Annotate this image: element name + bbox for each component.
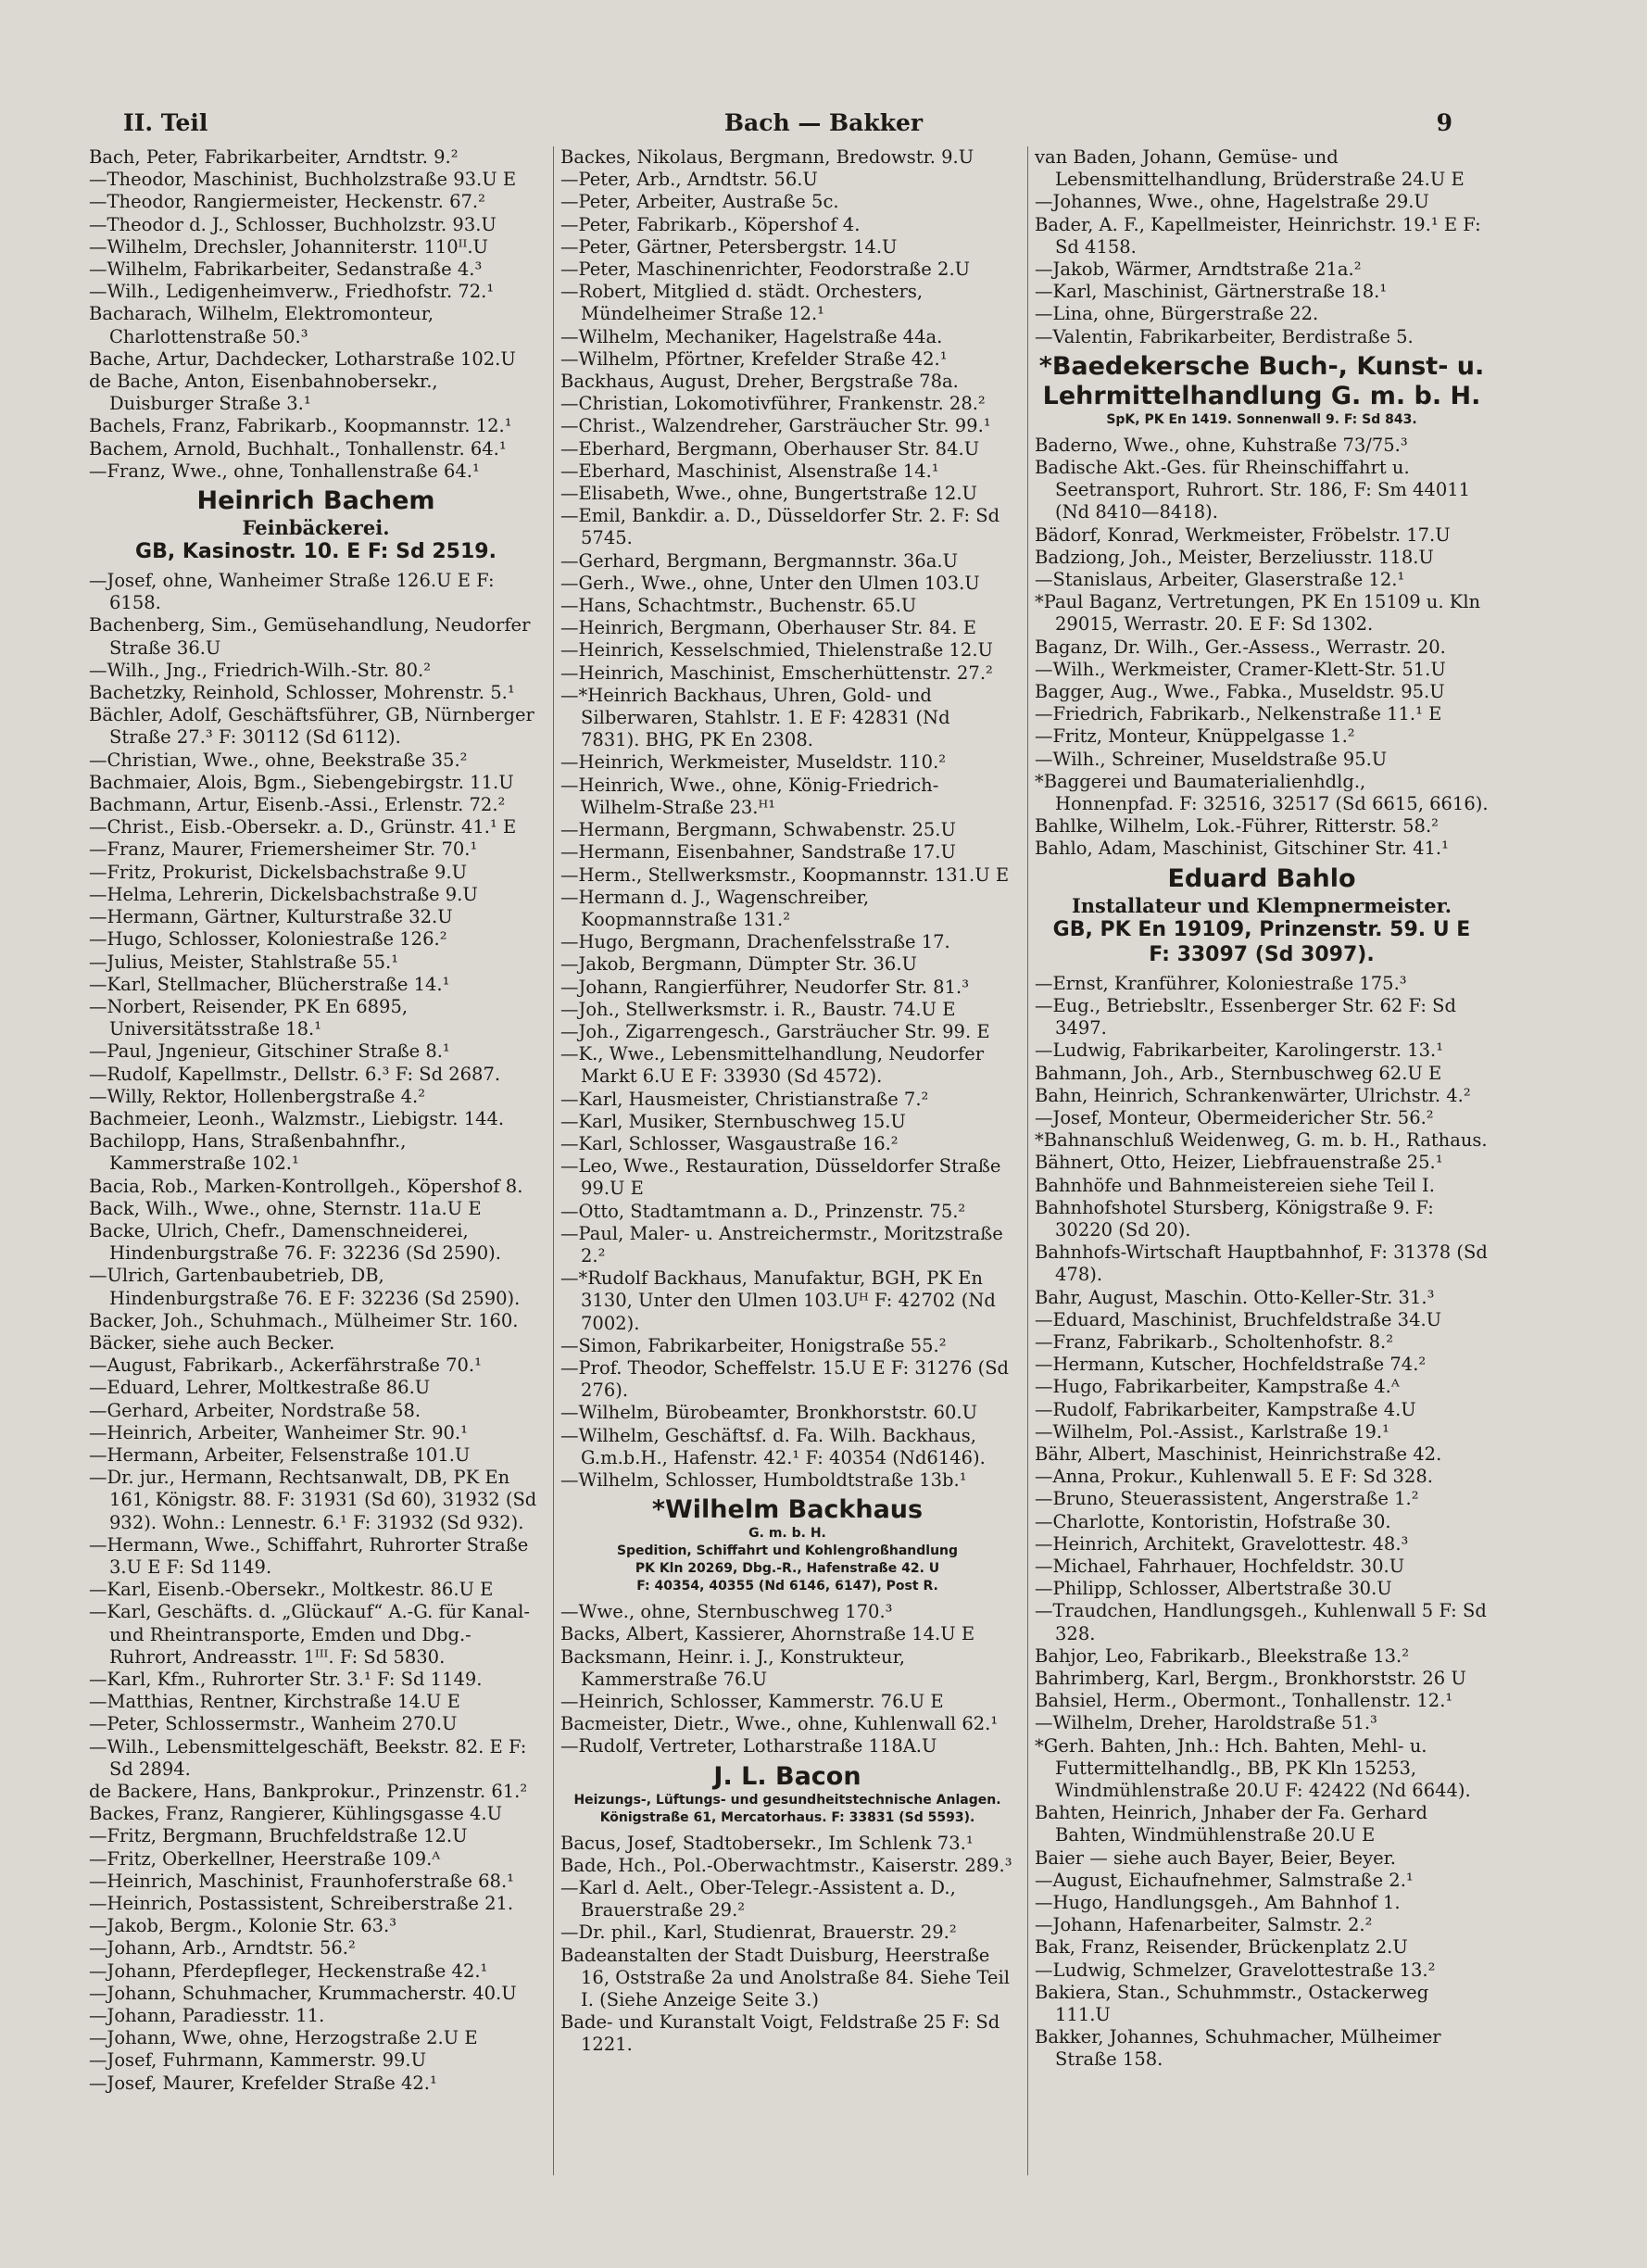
directory-entry: —Heinrich, Werkmeister, Museldstr. 110.² (560, 751, 947, 774)
directory-entry: —Rudolf, Fabrikarbeiter, Kampstraße 4.U (1035, 1398, 1416, 1420)
directory-entry: —Karl, Stellmacher, Blücherstraße 14.¹ (89, 973, 450, 995)
column-rule (553, 146, 554, 2175)
directory-entry: —Eduard, Maschinist, Bruchfeldstraße 34.U (1035, 1308, 1442, 1330)
directory-entry: —Gerh., Wwe., ohne, Unter den Ulmen 103.U (560, 572, 980, 594)
directory-entry: —Christ., Walzendreher, Garsträucher Str. 99.¹ (560, 415, 991, 437)
directory-entry: —Hermann, Eisenbahner, Sandstraße 17.U (560, 841, 956, 863)
directory-entry: —Hugo, Handlungsgeh., Am Bahnhof 1. (1035, 1892, 1401, 1914)
directory-entry: de Backere, Hans, Bankprokur., Prinzenstr. 61.² (89, 1781, 528, 1803)
directory-entry: —Josef, Monteur, Obermeidericher Str. 56.² (1035, 1106, 1434, 1128)
directory-entry: Backes, Franz, Rangierer, Kühlingsgasse 4.U (89, 1803, 503, 1825)
directory-entry: —Wilh., Lebensmittelgeschäft, Beekstr. 82. E F: Sd 2894. (89, 1735, 527, 1780)
directory-entry: —Wilh., Jng., Friedrich-Wilh.-Str. 80.² (89, 659, 432, 681)
advert-line: *Wilhelm Backhaus (651, 1495, 924, 1525)
directory-entry: Bahnhöfe und Bahnmeistereien siehe Teil I. (1035, 1174, 1435, 1196)
directory-entry: —Paul, Jngenieur, Gitschiner Straße 8.¹ (89, 1040, 450, 1063)
directory-entry: —Franz, Wwe., ohne, Tonhallenstraße 64.¹ (89, 460, 480, 482)
directory-entry: —Karl, Maschinist, Gärtnerstraße 18.¹ (1035, 281, 1388, 303)
directory-entry: —Wilhelm, Drechsler, Johanniterstr. 110ᴵᴵ.U (89, 235, 488, 258)
directory-entry: —Johann, Hafenarbeiter, Salmstr. 2.² (1035, 1914, 1373, 1936)
directory-entry: —Wilhelm, Schlosser, Humboldtstraße 13b.¹ (560, 1468, 967, 1491)
directory-entry: Bache, Artur, Dachdecker, Lotharstraße 102.U (89, 347, 516, 370)
directory-entry: —Joh., Zigarrengesch., Garsträucher Str. 99. E (560, 1020, 990, 1042)
advert-bachem (89, 486, 543, 564)
directory-entry: —Jakob, Wärmer, Arndtstraße 21a.² (1035, 258, 1362, 281)
directory-entry: —Emil, Bankdir. a. D., Düsseldorfer Str. 2. F: Sd 5745. (560, 505, 1000, 549)
advert-line: GB, Kasinostr. 10. E F: Sd 2519. (135, 540, 497, 564)
directory-entry: —Hugo, Bergmann, Drachenfelsstraße 17. (560, 931, 950, 953)
directory-entry: —Johann, Wwe, ohne, Herzogstraße 2.U E (89, 2027, 478, 2049)
directory-entry: —Rudolf, Kapellmstr., Dellstr. 6.³ F: Sd 2687. (89, 1063, 501, 1085)
directory-entry: —Christ., Eisb.-Obersekr. a. D., Grünstr. 41.¹ E (89, 816, 517, 838)
directory-entry: Bade, Hch., Pol.-Oberwachtmstr., Kaiserstr. 289.³ (560, 1854, 1012, 1876)
directory-entry: —Willy, Rektor, Hollenbergstraße 4.² (89, 1085, 426, 1107)
directory-entry: Backes, Nikolaus, Bergmann, Bredowstr. 9.U (560, 146, 974, 168)
advert-line: PK Kln 20269, Dbg.-R., Hafenstraße 42. U (635, 1561, 940, 1577)
directory-entry: Bade- und Kuranstalt Voigt, Feldstraße 25 F: Sd 1221. (560, 2011, 1000, 2056)
directory-entry: *Baggerei und Baumaterialienhdlg., Honnenpfad. F: 32516, 32517 (Sd 6615, 6616). (1035, 770, 1489, 815)
directory-entry: Bagger, Aug., Wwe., Fabka., Museldstr. 95.U (1035, 681, 1445, 703)
directory-entry: Bachmann, Artur, Eisenb.-Assi., Erlenstr. 72.² (89, 794, 506, 816)
directory-entry: —Theodor d. J., Schlosser, Buchholzstr. 93.U (89, 213, 497, 235)
column-1 (89, 146, 543, 2095)
directory-entry: —Franz, Maurer, Friemersheimer Str. 70.¹ (89, 838, 478, 861)
directory-entry: —Wilh., Schreiner, Museldstraße 95.U (1035, 748, 1388, 770)
directory-entry: Bahr, August, Maschin. Otto-Keller-Str. 31.³ (1035, 1286, 1435, 1308)
directory-entry: Bahnhofshotel Stursberg, Königstraße 9. F: 30220 (Sd 20). (1035, 1196, 1434, 1241)
directory-entry: —Peter, Gärtner, Petersbergstr. 14.U (560, 235, 898, 258)
advert-line: Lehrmittelhandlung G. m. b. H. (1042, 381, 1481, 410)
directory-entry: —Bruno, Steuerassistent, Angerstraße 1.² (1035, 1488, 1419, 1510)
advert-line: Eduard Bahlo (1167, 863, 1356, 893)
directory-entry: —Hermann, Gärtner, Kulturstraße 32.U (89, 906, 453, 928)
directory-entry: —*Rudolf Backhaus, Manufaktur, BGH, PK En 3130, Unter den Ulmen 103.Uᴴ F: 42702 (Nd 7002). (560, 1267, 996, 1334)
directory-entry: —Peter, Maschinenrichter, Feodorstraße 2.U (560, 258, 971, 281)
directory-entry: —Christian, Lokomotivführer, Frankenstr. 28.² (560, 393, 986, 415)
advert-line: Heinrich Bachem (196, 486, 435, 516)
directory-entry: —Heinrich, Architekt, Gravelottestr. 48.³ (1035, 1532, 1409, 1555)
directory-entry: —Dr. jur., Hermann, Rechtsanwalt, DB, PK En 161, Königstr. 88. F: 31931 (Sd 60), 31932 (Sd 932). Wohn.: Lennestr. 6.¹ F: 31932 (Sd 932). (89, 1467, 537, 1533)
directory-entry: —Heinrich, Kesselschmied, Thielenstraße 12.U (560, 639, 993, 662)
directory-entry: —Ludwig, Schmelzer, Gravelottestraße 13.² (1035, 1959, 1436, 1981)
directory-entry: Backhaus, August, Dreher, Bergstraße 78a. (560, 371, 959, 393)
directory-entry: —Josef, ohne, Wanheimer Straße 126.U E F: 6158. (89, 570, 495, 614)
directory-entry: —Julius, Meister, Stahlstraße 55.¹ (89, 951, 399, 973)
directory-entry: —Jakob, Bergmann, Dümpter Str. 36.U (560, 953, 917, 976)
directory-entry: —Valentin, Fabrikarbeiter, Berdistraße 5. (1035, 325, 1414, 347)
directory-entry: —Johann, Schuhmacher, Krummacherstr. 40.U (89, 1982, 517, 2004)
directory-entry: —Heinrich, Arbeiter, Wanheimer Str. 90.¹ (89, 1421, 468, 1443)
directory-entry: —Wilhelm, Bürobeamter, Bronkhorststr. 60.U (560, 1402, 978, 1424)
advert-line: Spedition, Schiffahrt und Kohlengroßhandlung (616, 1544, 959, 1559)
advert-bahlo (1035, 864, 1489, 967)
directory-entry: —Elisabeth, Wwe., ohne, Bungertstraße 12.U (560, 483, 977, 505)
directory-entry: Bader, A. F., Kapellmeister, Heinrichstr. 19.¹ E F: Sd 4158. (1035, 213, 1481, 258)
directory-entry: Bahsiel, Herm., Obermont., Tonhallenstr. 12.¹ (1035, 1690, 1453, 1712)
directory-entry: Baganz, Dr. Wilh., Ger.-Assess., Werrastr. 20. (1035, 636, 1446, 658)
directory-entry: —Joh., Stellwerksmstr. i. R., Baustr. 74.U E (560, 998, 956, 1020)
directory-entry: —Hugo, Schlosser, Koloniestraße 126.² (89, 928, 447, 951)
directory-entry: Bahrimberg, Karl, Bergm., Bronkhorststr. 26 U (1035, 1667, 1466, 1689)
directory-entry: Bäcker, siehe auch Becker. (89, 1331, 335, 1354)
directory-entry: Bähnert, Otto, Heizer, Liebfrauenstraße 25.¹ (1035, 1152, 1443, 1174)
directory-entry: *Paul Baganz, Vertretungen, PK En 15109 u. Kln 29015, Werrastr. 20. E F: Sd 1302. (1035, 591, 1481, 636)
directory-entry: —Wilhelm, Geschäftsf. d. Fa. Wilh. Backhaus, G.m.b.H., Hafenstr. 42.¹ F: 40354 (Nd6146). (560, 1424, 986, 1468)
directory-entry: Bach, Peter, Fabrikarbeiter, Arndtstr. 9.² (89, 146, 459, 168)
directory-entry: —Herm., Stellwerksmstr., Koopmannstr. 131.U E (560, 863, 1010, 886)
directory-entry: —Prof. Theodor, Scheffelstr. 15.U E F: 31276 (Sd 276). (560, 1356, 1010, 1402)
header-range: Bach — Bakker (723, 109, 924, 136)
directory-entry: —Fritz, Oberkellner, Heerstraße 109.ᴬ (89, 1847, 441, 1870)
directory-entry: —Friedrich, Fabrikarb., Nelkenstraße 11.¹ E (1035, 703, 1442, 725)
directory-entry: —Fritz, Prokurist, Dickelsbachstraße 9.U (89, 861, 468, 883)
advert-line: SpK, PK En 1419. Sonnenwall 9. F: Sd 843. (1106, 411, 1417, 427)
advert-line: Königstraße 61, Mercatorhaus. F: 33831 (Sd 5593). (599, 1809, 975, 1825)
directory-entry: —Karl, Kfm., Ruhrorter Str. 3.¹ F: Sd 1149. (89, 1669, 483, 1690)
directory-entry: Bak, Franz, Reisender, Brückenplatz 2.U (1035, 1936, 1408, 1959)
directory-entry: —Hermann, Wwe., Schiffahrt, Ruhrorter Straße 3.U E F: Sd 1149. (89, 1533, 529, 1578)
directory-entry: —Johannes, Wwe., ohne, Hagelstraße 29.U (1035, 191, 1429, 213)
directory-entry: —Wilhelm, Fabrikarbeiter, Sedanstraße 4.³ (89, 258, 483, 281)
directory-entry: —Eberhard, Bergmann, Oberhauser Str. 84.U (560, 437, 980, 460)
directory-entry: —Charlotte, Kontoristin, Hofstraße 30. (1035, 1510, 1391, 1532)
directory-entry: —K., Wwe., Lebensmittelhandlung, Neudorfer Markt 6.U E F: 33930 (Sd 4572). (560, 1043, 985, 1088)
directory-entry: —Heinrich, Bergmann, Oberhauser Str. 84. E (560, 617, 976, 639)
directory-entry: —Stanislaus, Arbeiter, Glaserstraße 12.¹ (1035, 569, 1405, 591)
directory-entry: —Gerhard, Bergmann, Bergmannstr. 36a.U (560, 549, 959, 572)
directory-entry: Bachem, Arnold, Buchhalt., Tonhallenstr. 64.¹ (89, 437, 507, 460)
directory-entry: —Heinrich, Maschinist, Fraunhoferstraße 68.¹ (89, 1870, 514, 1892)
directory-entry: Bakker, Johannes, Schuhmacher, Mülheimer Straße 158. (1035, 2026, 1441, 2071)
directory-entry: —Fritz, Monteur, Knüppelgasse 1.² (1035, 725, 1355, 748)
directory-entry: —Otto, Stadtamtmann a. D., Prinzenstr. 75.² (560, 1200, 966, 1222)
directory-entry: —Gerhard, Arbeiter, Nordstraße 58. (89, 1399, 421, 1421)
directory-entry: Backs, Albert, Kassierer, Ahornstraße 14.U E (560, 1623, 975, 1645)
directory-entry: —Philipp, Schlosser, Albertstraße 30.U (1035, 1578, 1392, 1600)
advert-line: G. m. b. H. (748, 1526, 826, 1542)
directory-entry: —Johann, Paradiesstr. 11. (89, 2005, 325, 2027)
directory-entry: Bacia, Rob., Marken-Kontrollgeh., Köpershof 8. (89, 1175, 523, 1197)
directory-entry: —Wilh., Ledigenheimverw., Friedhofstr. 72.¹ (89, 281, 495, 303)
directory-entry: —Johann, Arb., Arndtstr. 56.² (89, 1937, 356, 1959)
directory-entry: Bahten, Heinrich, Jnhaber der Fa. Gerhard Bahten, Windmühlenstraße 20.U E (1035, 1802, 1427, 1846)
directory-entry: —Karl, Schlosser, Wasgaustraße 16.² (560, 1132, 899, 1154)
directory-entry: —Franz, Fabrikarb., Scholtenhofstr. 8.² (1035, 1330, 1394, 1353)
directory-entry: —Eberhard, Maschinist, Alsenstraße 14.¹ (560, 460, 939, 482)
directory-entry: —Rudolf, Vertreter, Lotharstraße 118A.U (560, 1735, 937, 1758)
directory-entry: —Karl, Hausmeister, Christianstraße 7.² (560, 1088, 929, 1110)
directory-entry: de Bache, Anton, Eisenbahnobersekr., Duisburger Straße 3.¹ (89, 371, 438, 415)
directory-entry: —Leo, Wwe., Restauration, Düsseldorfer Straße 99.U E (560, 1155, 1001, 1200)
directory-entry: Bacus, Josef, Stadtobersekr., Im Schlenk 73.¹ (560, 1832, 974, 1854)
directory-entry: Bahjor, Leo, Fabrikarb., Bleekstraße 13.² (1035, 1644, 1410, 1667)
advert-line: Heizungs-, Lüftungs- und gesundheitstechnische Anlagen. (573, 1792, 1001, 1808)
directory-entry: —Wilhelm, Dreher, Haroldstraße 51.³ (1035, 1712, 1377, 1734)
directory-entry: Back, Wilh., Wwe., ohne, Sternstr. 11a.U E (89, 1197, 482, 1219)
directory-entry: Bacmeister, Dietr., Wwe., ohne, Kuhlenwall 62.¹ (560, 1713, 999, 1735)
directory-entry: —Theodor, Rangiermeister, Heckenstr. 67.² (89, 191, 485, 213)
directory-entry: —Karl, Geschäfts. d. „Glückauf“ A.-G. für Kanal- und Rheintransporte, Emden und Dbg.-Ruhrort, Andreasstr. 1ᴵᴵᴵ. F: Sd 5830. (89, 1601, 531, 1668)
directory-entry: —Michael, Fahrhauer, Hochfeldstr. 30.U (1035, 1555, 1405, 1577)
directory-entry: —Paul, Maler- u. Anstreichermstr., Moritzstraße 2.² (560, 1222, 1003, 1266)
directory-entry: —Simon, Fabrikarbeiter, Honigstraße 55.² (560, 1334, 947, 1356)
directory-entry: —Heinrich, Wwe., ohne, König-Friedrich-Wilhelm-Straße 23.ᴴ¹ (560, 774, 939, 818)
directory-entry: —Ulrich, Gartenbaubetrieb, DB, Hindenburgstraße 76. E F: 32236 (Sd 2590). (89, 1265, 521, 1309)
directory-entry: Bahlke, Wilhelm, Lok.-Führer, Ritterstr. 58.² (1035, 815, 1439, 838)
directory-entry: —Josef, Maurer, Krefelder Straße 42.¹ (89, 2072, 437, 2094)
directory-entry: Bahn, Heinrich, Schrankenwärter, Ulrichstr. 4.² (1035, 1084, 1471, 1106)
directory-entry: Baier — siehe auch Bayer, Beier, Beyer. (1035, 1846, 1397, 1869)
directory-entry: —Heinrich, Maschinist, Emscherhüttenstr. 27.² (560, 662, 993, 684)
page-number: 9 (1436, 109, 1452, 136)
advert-line: J. L. Bacon (713, 1761, 861, 1791)
directory-entry: —*Heinrich Backhaus, Uhren, Gold- und Silberwaren, Stahlstr. 1. E F: 42831 (Nd 7831). BHG, PK En 2308. (560, 684, 950, 751)
directory-entry: —Karl, Musiker, Sternbuschweg 15.U (560, 1110, 906, 1132)
column-rule (1027, 146, 1028, 2175)
header-part: II. Teil (123, 109, 208, 136)
directory-entry: —Anna, Prokur., Kuhlenwall 5. E F: Sd 328. (1035, 1466, 1433, 1488)
directory-entry: Backsmann, Heinr. i. J., Konstrukteur, Kammerstraße 76.U (560, 1645, 905, 1690)
directory-entry: —Ernst, Kranführer, Koloniestraße 175.³ (1035, 972, 1407, 994)
directory-entry: —Eug., Betriebsltr., Essenberger Str. 62 F: Sd 3497. (1035, 994, 1456, 1040)
directory-entry: Bacharach, Wilhelm, Elektromonteur, Charlottenstraße 50.³ (89, 303, 434, 347)
directory-entry: —Traudchen, Handlungsgeh., Kuhlenwall 5 F: Sd 328. (1035, 1600, 1487, 1644)
directory-entry: —Hans, Schachtmstr., Buchenstr. 65.U (560, 595, 917, 617)
directory-entry: —Hugo, Fabrikarbeiter, Kampstraße 4.ᴬ (1035, 1376, 1400, 1398)
page-header (0, 109, 1647, 150)
advert-bacon (560, 1762, 1014, 1827)
directory-entry: Bähr, Albert, Maschinist, Heinrichstraße 42. (1035, 1443, 1442, 1465)
directory-entry: Baderno, Wwe., ohne, Kuhstraße 73/75.³ (1035, 434, 1408, 456)
directory-entry: —Karl d. Aelt., Ober-Telegr.-Assistent a. D., Brauerstraße 29.² (560, 1877, 956, 1922)
directory-entry: Bachmeier, Leonh., Walzmstr., Liebigstr. 144. (89, 1107, 505, 1129)
directory-entry: Bahlo, Adam, Maschinist, Gitschiner Str. 41.¹ (1035, 838, 1449, 860)
directory-entry: —Josef, Fuhrmann, Kammerstr. 99.U (89, 2049, 427, 2072)
directory-entry: Bachenberg, Sim., Gemüsehandlung, Neudorfer Straße 36.U (89, 614, 531, 659)
directory-entry: —Wilhelm, Mechaniker, Hagelstraße 44a. (560, 325, 943, 347)
directory-entry: —Dr. phil., Karl, Studienrat, Brauerstr. 29.² (560, 1922, 957, 1944)
directory-entry: —Norbert, Reisender, PK En 6895, Universitätsstraße 18.¹ (89, 995, 409, 1040)
directory-entry: Bahnhofs-Wirtschaft Hauptbahnhof, F: 31378 (Sd 478). (1035, 1241, 1488, 1286)
directory-entry: —Hermann, Kutscher, Hochfeldstraße 74.² (1035, 1354, 1427, 1376)
directory-entry: Bachels, Franz, Fabrikarb., Koopmannstr. 12.¹ (89, 415, 512, 437)
directory-entry: —Ludwig, Fabrikarbeiter, Karolingerstr. 13.¹ (1035, 1040, 1444, 1062)
directory-entry: —Lina, ohne, Bürgerstraße 22. (1035, 303, 1319, 325)
directory-entry: van Baden, Johann, Gemüse- und Lebensmittelhandlung, Brüderstraße 24.U E (1035, 146, 1465, 191)
advert-line: Installateur und Klempnermeister. (1071, 893, 1452, 917)
advert-line: Feinbäckerei. (242, 516, 390, 540)
column-3 (1035, 146, 1489, 2072)
directory-entry: —Matthias, Rentner, Kirchstraße 14.U E (89, 1691, 460, 1713)
directory-entry: —Johann, Pferdepfleger, Heckenstraße 42.¹ (89, 1959, 488, 1982)
directory-entry: —Peter, Schlossermstr., Wanheim 270.U (89, 1713, 458, 1735)
directory-entry: *Gerh. Bahten, Jnh.: Hch. Bahten, Mehl- u. Futtermittelhandlg., BB, PK Kln 15253, Windmühlenstraße 20.U F: 42422 (Nd 6644). (1035, 1734, 1471, 1801)
directory-entry: —Peter, Arbeiter, Austraße 5c. (560, 191, 839, 213)
directory-entry: —Peter, Arb., Arndtstr. 56.U (560, 169, 818, 191)
directory-entry: *Bahnanschluß Weidenweg, G. m. b. H., Rathaus. (1035, 1129, 1488, 1152)
directory-entry: —Wwe., ohne, Sternbuschweg 170.³ (560, 1601, 893, 1623)
directory-entry: Bakiera, Stan., Schuhmmstr., Ostackerweg 111.U (1035, 1981, 1429, 2026)
directory-entry: —Wilhelm, Pol.-Assist., Karlstraße 19.¹ (1035, 1420, 1389, 1443)
directory-entry: —Hermann, Arbeiter, Felsenstraße 101.U (89, 1443, 471, 1466)
directory-entry: —Fritz, Bergmann, Bruchfeldstraße 12.U (89, 1825, 468, 1847)
advert-baedeker (1035, 352, 1489, 429)
directory-entry: Bädorf, Konrad, Werkmeister, Fröbelstr. 17.U (1035, 523, 1451, 546)
directory-entry: —Hermann, Bergmann, Schwabenstr. 25.U (560, 819, 956, 841)
directory-entry: Backer, Joh., Schuhmach., Mülheimer Str. 160. (89, 1309, 519, 1331)
directory-entry: —Theodor, Maschinist, Buchholzstraße 93.U E (89, 169, 517, 191)
directory-entry: Badziong, Joh., Meister, Berzeliusstr. 118.U (1035, 546, 1434, 568)
directory-entry: —Peter, Fabrikarb., Köpershof 4. (560, 213, 861, 235)
directory-entry: —August, Eichaufnehmer, Salmstraße 2.¹ (1035, 1869, 1414, 1891)
directory-entry: Badeanstalten der Stadt Duisburg, Heerstraße 16, Oststraße 2a und Anolstraße 84. Siehe Teil I. (Siehe Anzeige Seite 3.) (560, 1944, 1010, 2011)
directory-entry: Bachmaier, Alois, Bgm., Siebengebirgstr. 11.U (89, 771, 514, 793)
directory-entry: —Hermann d. J., Wagenschreiber, Koopmannstraße 131.² (560, 886, 870, 930)
directory-entry: —Christian, Wwe., ohne, Beekstraße 35.² (89, 749, 468, 771)
directory-entry: —Jakob, Bergm., Kolonie Str. 63.³ (89, 1915, 397, 1937)
advert-backhaus (560, 1495, 1014, 1595)
advert-line: GB, PK En 19109, Prinzenstr. 59. U E (1052, 917, 1471, 941)
directory-entry: —Karl, Eisenb.-Obersekr., Moltkestr. 86.U E (89, 1579, 494, 1601)
directory-entry: —Heinrich, Schlosser, Kammerstr. 76.U E (560, 1691, 944, 1712)
directory-entry: Bachilopp, Hans, Straßenbahnfhr., Kammerstraße 102.¹ (89, 1130, 407, 1175)
directory-entry: —Helma, Lehrerin, Dickelsbachstraße 9.U (89, 883, 478, 905)
directory-entry: Bächler, Adolf, Geschäftsführer, GB, Nürnberger Straße 27.³ F: 30112 (Sd 6112). (89, 704, 534, 749)
directory-entry: —Wilhelm, Pförtner, Krefelder Straße 42.¹ (560, 347, 948, 370)
directory-entry: Bachetzky, Reinhold, Schlosser, Mohrenstr. 5.¹ (89, 682, 515, 704)
advert-line: *Baedekersche Buch-, Kunst- u. (1038, 351, 1485, 381)
directory-entry: —Johann, Rangierführer, Neudorfer Str. 81.³ (560, 976, 970, 998)
directory-entry: —Heinrich, Postassistent, Schreiberstraße 21. (89, 1893, 514, 1915)
directory-entry: Backe, Ulrich, Chefr., Damenschneiderei, Hindenburgstraße 76. F: 32236 (Sd 2590). (89, 1219, 501, 1265)
directory-entry: —August, Fabrikarb., Ackerfährstraße 70.¹ (89, 1354, 482, 1377)
directory-entry: —Robert, Mitglied d. städt. Orchesters, Mündelheimer Straße 12.¹ (560, 281, 924, 325)
directory-entry: Badische Akt.-Ges. für Rheinschiffahrt u. Seetransport, Ruhrort. Str. 186, F: Sm 44011 (Nd 8410—8418). (1035, 457, 1471, 523)
directory-entry: —Wilh., Werkmeister, Cramer-Klett-Str. 51.U (1035, 658, 1446, 680)
advert-line: F: 40354, 40355 (Nd 6146, 6147), Post R. (636, 1579, 938, 1594)
directory-entry: —Eduard, Lehrer, Moltkestraße 86.U (89, 1377, 431, 1399)
advert-line: F: 33097 (Sd 3097). (1149, 942, 1375, 966)
column-2 (560, 146, 1014, 2057)
directory-entry: Bahmann, Joh., Arb., Sternbuschweg 62.U E (1035, 1062, 1442, 1084)
